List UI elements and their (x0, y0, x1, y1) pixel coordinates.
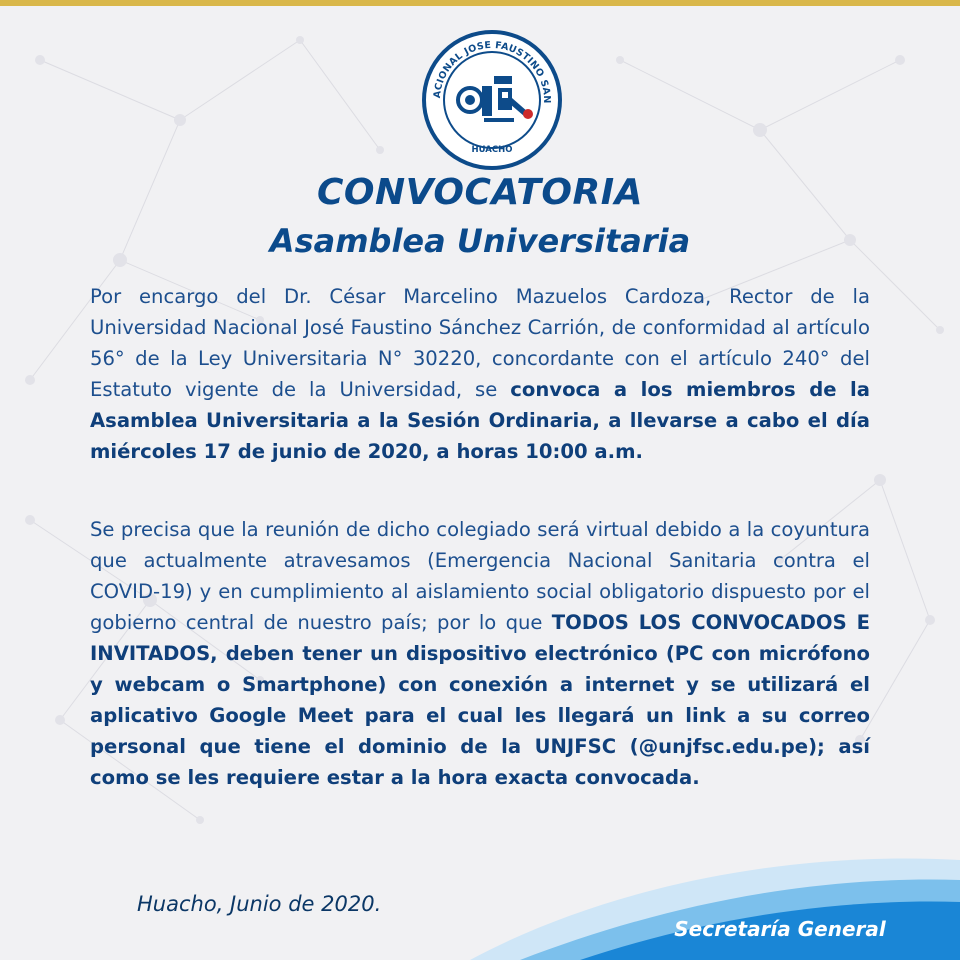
paragraph-1-highlight: convoca a los miembros de la Asamblea Universitaria a la Sesión Ordinaria, a llevarse a cabo el día miércoles 17 de junio de 2020, a horas 10:00 a.m. (90, 378, 870, 463)
paragraph-2-highlight: TODOS LOS CONVOCADOS E INVITADOS, deben tener un dispositivo electrónico (PC con micrófono y webcam o Smartphone) con conexión a internet y se utilizará el aplicativo Google Meet para el cual les llegará un link a su correo personal que tiene el dominio de la UNJFSC (@unjfsc.edu.pe); así como se les requiere estar a la hora exacta convocada. (90, 611, 870, 789)
signoff-text: Huacho, Junio de 2020. (137, 892, 382, 916)
paragraph-1-intro: Por encargo del Dr. César Marcelino Mazuelos Cardoza, Rector de la Universidad Nacional José Faustino Sánchez Carrión, de conformidad al artículo 56° de la Ley Universitaria N° 30220, concordante con el artículo 240° del Estatuto vigente de la Universidad, se (90, 285, 870, 401)
body-paragraph-2 (90, 514, 870, 793)
paragraph-2-intro: Se precisa que la reunión de dicho colegiado será virtual debido a la coyuntura que actualmente atravesamos (Emergencia Nacional Sanitaria contra el COVID-19) y en cumplimiento al aislamiento social obligatorio dispuesto por el gobierno central de nuestro país; por lo que (90, 518, 870, 634)
page-subtitle: Asamblea Universitaria (269, 222, 691, 260)
department-label: Secretaría General (674, 917, 886, 941)
page-title: CONVOCATORIA (317, 172, 643, 213)
body-paragraph-1 (90, 281, 870, 467)
svg-text:HUACHO: HUACHO (471, 145, 513, 155)
university-seal (420, 28, 564, 172)
svg-text:UNIVERSIDAD NACIONAL JOSE FAUS: ACIONAL JOSE FAUSTINO SAN (431, 39, 553, 104)
university-seal-icon (420, 28, 564, 172)
